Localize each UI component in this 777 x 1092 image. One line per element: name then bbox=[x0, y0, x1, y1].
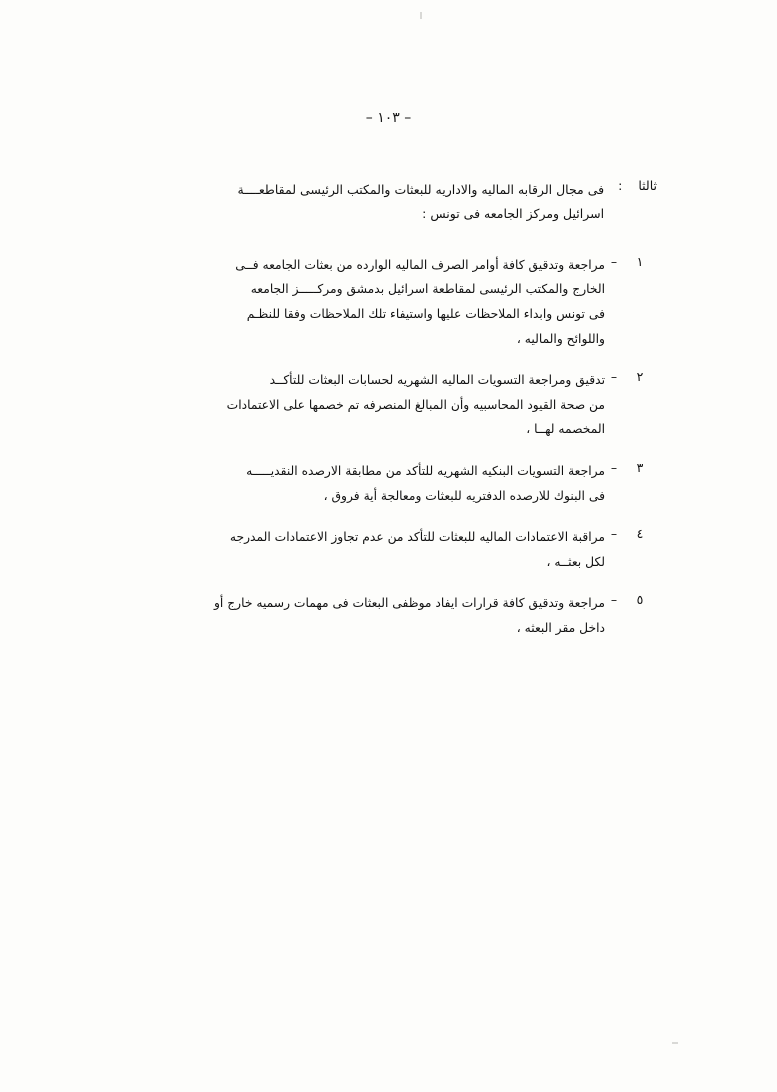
list-item-number: ٥ bbox=[636, 592, 644, 608]
list-item bbox=[130, 253, 657, 351]
document-body bbox=[130, 178, 657, 657]
section-heading-line-1: فى مجال الرقابه الماليه والاداريه للبعثات والمكتب الرئيسى لمقاطعــــة bbox=[237, 182, 605, 197]
list-item-number: ٢ bbox=[636, 369, 644, 385]
list-item-line: مراجعة التسويات البنكيه الشهريه للتأكد من مطابقة الارصده النقديـــــه bbox=[246, 463, 605, 478]
list-item-line: لكل بعثــه ، bbox=[546, 554, 605, 569]
list-item-line: المخصمه لهــا ، bbox=[526, 422, 605, 437]
list-item-dash: – bbox=[610, 459, 618, 475]
section-heading-text bbox=[130, 178, 604, 227]
list-item-line: مراجعة وتدقيق كافة أوامر الصرف الماليه الوارده من بعثات الجامعه فــى bbox=[235, 257, 605, 272]
scan-artifact-bottom bbox=[672, 1042, 678, 1044]
list-item-dash: – bbox=[610, 369, 618, 385]
list-item-number: ٣ bbox=[636, 459, 644, 475]
section-heading-line-2: اسرائيل ومركز الجامعه فى تونس : bbox=[422, 206, 605, 222]
list-item-number: ١ bbox=[636, 253, 644, 269]
section-heading bbox=[130, 178, 657, 227]
list-item-line: فى البنوك للارصده الدفتريه للبعثات ومعالجة أية فروق ، bbox=[323, 488, 605, 503]
list-item-line: من صحة القيود المحاسبيه وأن المبالغ المنصرفه تم خصمها على الاعتمادات bbox=[226, 397, 605, 412]
list-item-body bbox=[130, 591, 605, 640]
list-item-dash: – bbox=[610, 526, 618, 542]
section-colon: : bbox=[618, 178, 623, 193]
list-item-body bbox=[130, 253, 605, 351]
list-item-line: مراقبة الاعتمادات الماليه للبعثات للتأكد من عدم تجاوز الاعتمادات المدرجه bbox=[229, 530, 605, 545]
list-item bbox=[130, 459, 657, 508]
list-item-dash: – bbox=[610, 253, 618, 269]
section-label: ثالثا bbox=[638, 178, 657, 193]
list-item-line: واللوائح والماليه ، bbox=[516, 331, 605, 346]
list-item-line: الخارج والمكتب الرئيسى لمقاطعة اسرائيل بدمشق ومركـــــز الجامعه bbox=[250, 282, 605, 297]
list-item-line: تدقيق ومراجعة التسويات الماليه الشهريه لحسابات البعثات للتأكــد bbox=[269, 373, 605, 388]
list-item-body bbox=[130, 525, 605, 574]
list-item-line: مراجعة وتدقيق كافة قرارات ايفاد موظفى البعثات فى مهمات رسميه خارج أو bbox=[213, 596, 605, 611]
scan-artifact-top bbox=[420, 12, 422, 19]
list-item-body bbox=[130, 459, 605, 508]
list-item-number: ٤ bbox=[636, 526, 644, 542]
list-item-line: داخل مقر البعثه ، bbox=[516, 620, 605, 635]
list-item bbox=[130, 368, 657, 442]
list-item bbox=[130, 525, 657, 574]
list-item-body bbox=[130, 368, 605, 442]
list-item-dash: – bbox=[610, 592, 618, 608]
list-item bbox=[130, 591, 657, 640]
list-item-line: فى تونس وابداء الملاحظات عليها واستيفاء تلك الملاحظات وفقا للنظـم bbox=[246, 306, 605, 321]
page-number: – ١٠٣ – bbox=[365, 110, 412, 126]
